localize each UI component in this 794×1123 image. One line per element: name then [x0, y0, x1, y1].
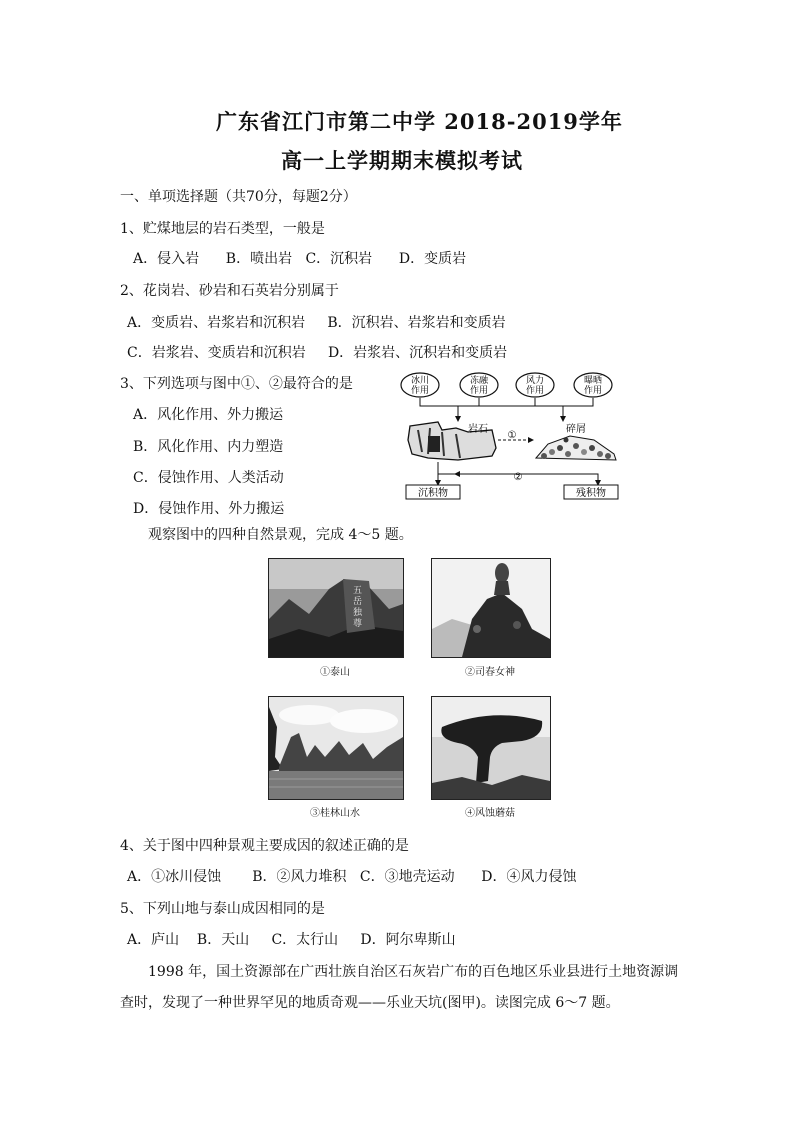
svg-text:冻融: 冻融 [469, 376, 489, 386]
process-oval-2 [460, 373, 498, 397]
question-1-stem: 1、贮煤地层的岩石类型，一般是 [120, 221, 325, 237]
process-oval-4 [574, 373, 612, 397]
svg-text:尊: 尊 [353, 619, 363, 629]
svg-text:作用: 作用 [525, 386, 545, 396]
svg-text:风力: 风力 [525, 376, 545, 386]
debris-label: 碎屑 [566, 424, 586, 435]
process-oval-3 [516, 373, 554, 397]
intro-4-5: 观察图中的四种自然景观，完成 4～5 题。 [148, 527, 413, 543]
question-3-stem: 3、下列选项与图中①、②最符合的是 [120, 376, 353, 392]
photo-caption-1: ①泰山 [320, 667, 350, 678]
passage-line-2: 查时，发现了一种世界罕见的地质奇观——乐业天坑(图甲)。读图完成 6～7 题。 [120, 995, 620, 1011]
debris-pile [536, 436, 616, 460]
weathering-diagram [398, 370, 624, 500]
sediment-label: 沉积物 [418, 488, 448, 499]
rock-label: 岩石 [468, 424, 488, 435]
question-5-options: A．庐山 B．天山 C．太行山 D．阿尔卑斯山 [127, 932, 456, 948]
photo-caption-3: ③桂林山水 [310, 808, 360, 819]
photo-sichun-goddess [431, 558, 551, 658]
svg-text:岳: 岳 [353, 597, 363, 607]
svg-text:五: 五 [353, 586, 363, 596]
process-label-1b: 作用 [410, 386, 430, 396]
balanced-rock-peak-icon [432, 559, 550, 657]
question-2-stem: 2、花岗岩、砂岩和石英岩分别属于 [120, 283, 339, 299]
svg-text:曝晒: 曝晒 [583, 376, 603, 386]
question-3-option-a: A．风化作用、外力搬运 [133, 407, 284, 423]
photo-taishan [268, 558, 404, 658]
question-2-options-1: A．变质岩、岩浆岩和沉积岩 B．沉积岩、岩浆岩和变质岩 [127, 315, 506, 331]
karst-river-landscape-icon [269, 697, 403, 799]
question-4-options: A．①冰川侵蚀 B．②风力堆积 C．③地壳运动 D．④风力侵蚀 [127, 869, 577, 885]
question-3-option-d: D．侵蚀作用、外力搬运 [133, 501, 285, 517]
question-4-stem: 4、关于图中四种景观主要成因的叙述正确的是 [120, 838, 409, 854]
arrow-1-label: ① [507, 430, 517, 441]
photo-caption-2: ②司春女神 [465, 667, 515, 678]
question-2-options-2: C．岩浆岩、变质岩和沉积岩 D．岩浆岩、沉积岩和变质岩 [127, 345, 508, 361]
mushroom-rock-icon [432, 697, 550, 799]
photo-guilin [268, 696, 404, 800]
photo-caption-4: ④风蚀蘑菇 [465, 808, 515, 819]
question-5-stem: 5、下列山地与泰山成因相同的是 [120, 901, 325, 917]
svg-text:作用: 作用 [469, 386, 489, 396]
passage-line-1: 1998 年，国土资源部在广西壮族自治区石灰岩广布的百色地区乐业县进行土地资源调 [148, 964, 679, 980]
process-oval-1 [401, 373, 439, 397]
question-3-option-b: B．风化作用、内力塑造 [133, 439, 284, 455]
title-line2: 高一上学期期末模拟考试 [281, 148, 523, 173]
question-3-option-c: C．侵蚀作用、人类活动 [133, 470, 284, 486]
section-heading: 一、单项选择题（共70分，每题2分） [120, 189, 357, 205]
question-1-options: A．侵入岩 B．喷出岩 C．沉积岩 D．变质岩 [133, 251, 467, 267]
arrow-2-label: ② [513, 472, 523, 483]
mountain-rock-inscription-icon [269, 559, 403, 657]
svg-text:独: 独 [353, 608, 363, 618]
svg-text:作用: 作用 [583, 386, 603, 396]
title-line1: 广东省江门市第二中学 2018-2019学年 [216, 109, 623, 134]
process-label-1a: 冰川 [410, 376, 430, 386]
photo-mushroom-rock [431, 696, 551, 800]
residue-label: 残积物 [576, 488, 606, 499]
